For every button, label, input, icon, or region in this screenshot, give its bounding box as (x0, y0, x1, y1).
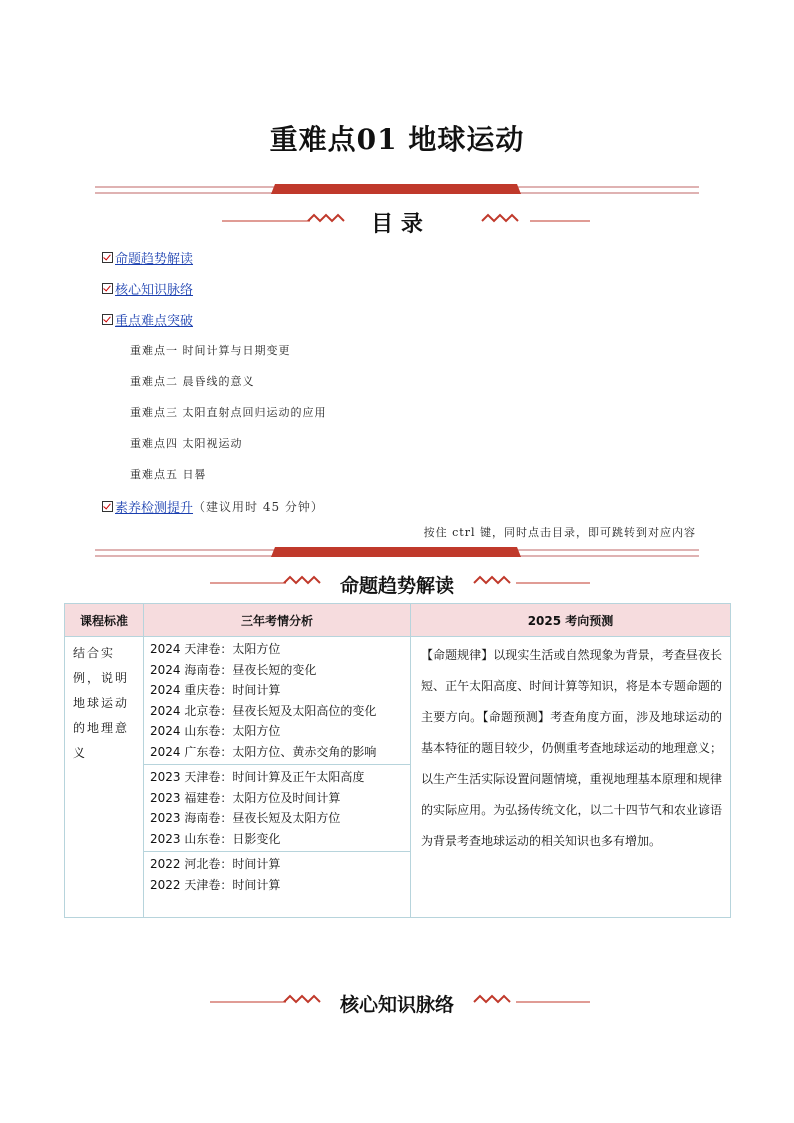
toc-link-label[interactable]: 命题趋势解读 (115, 252, 194, 267)
toc-link-label[interactable]: 重点难点突破 (115, 314, 194, 329)
time-note: （建议用时 45 分钟） (193, 500, 324, 514)
toc-subitem[interactable]: 重难点二 晨昏线的意义 (130, 375, 255, 388)
toc-item-assessment[interactable] (102, 497, 324, 516)
table-header: 三年考情分析 (144, 604, 411, 637)
section2-heading: 核心知识脉络 (339, 994, 454, 1016)
checkbox-icon (102, 283, 113, 294)
toc-subitem[interactable]: 重难点一 时间计算与日期变更 (130, 344, 291, 357)
toc-item-trend[interactable] (102, 248, 193, 267)
checkbox-icon (102, 252, 113, 263)
exam-item: 2022 天津卷：时间计算 (150, 877, 281, 892)
table-header-row (65, 604, 731, 637)
exam-group-2023 (144, 765, 410, 852)
exam-item: 2024 海南卷：昼夜长短的变化 (150, 662, 317, 677)
section1-heading: 命题趋势解读 (339, 575, 454, 597)
exam-item: 2024 山东卷：太阳方位 (150, 724, 281, 738)
section-divider (95, 545, 699, 559)
table-header: 课程标准 (65, 604, 144, 637)
ctrl-click-hint: 按住 ctrl 键，同时点击目录，即可跳转到对应内容 (423, 526, 696, 539)
exam-item: 2023 福建卷：太阳方位及时间计算 (150, 790, 341, 805)
exam-item: 2023 海南卷：昼夜长短及太阳方位 (150, 811, 341, 825)
toc-heading: 目 录 (371, 211, 423, 237)
exam-item: 2024 广东卷：太阳方位、黄赤交角的影响 (150, 744, 377, 759)
toc-item-core-knowledge[interactable] (102, 279, 193, 298)
exam-analysis-cell (144, 637, 411, 918)
exam-item: 2024 北京卷：昼夜长短及太阳高位的变化 (150, 703, 377, 718)
prediction-text: 【命题规律】以现实生活或自然现象为背景，考查昼夜长短、正午太阳高度、时间计算等知识，将是本专题命题的主要方向。【命题预测】考查角度方面，涉及地球运动的基本特征的题目较少，仍侧重考查地球运动的地理意义；以生产生活实际设置问题情境，重视地理基本原理和规律的实际应用。为弘扬传统文化，以二十四节气和农业谚语为背景考查地球运动的相关知识也多有增加。 (411, 637, 731, 918)
exam-item: 2022 河北卷：时间计算 (150, 857, 281, 871)
toc-subitem[interactable]: 重难点四 太阳视运动 (130, 437, 243, 450)
toc-subitem[interactable]: 重难点三 太阳直射点回归运动的应用 (130, 406, 327, 419)
checkbox-icon (102, 314, 113, 325)
top-divider (95, 182, 699, 196)
page-title: 重难点01 地球运动 (269, 123, 525, 156)
toc-link-label[interactable]: 素养检测提升 (115, 501, 194, 516)
exam-item: 2023 天津卷：时间计算及正午太阳高度 (150, 770, 365, 784)
exam-group-2024 (144, 637, 410, 765)
checkbox-icon (102, 501, 113, 512)
toc-subitem[interactable]: 重难点五 日晷 (130, 468, 207, 481)
exam-item: 2024 天津卷：太阳方位 (150, 642, 281, 656)
table-row (65, 637, 731, 918)
table-header: 2025 考向预测 (411, 604, 731, 637)
exam-item: 2024 重庆卷：时间计算 (150, 683, 281, 697)
exam-item: 2023 山东卷：日影变化 (150, 831, 281, 846)
curriculum-standard: 结合实例，说明地球运动的地理意义 (65, 637, 144, 918)
toc-item-key-points[interactable] (102, 310, 193, 329)
toc-link-label[interactable]: 核心知识脉络 (115, 283, 194, 298)
exam-group-2022 (144, 852, 410, 897)
trend-analysis-table (64, 603, 731, 918)
